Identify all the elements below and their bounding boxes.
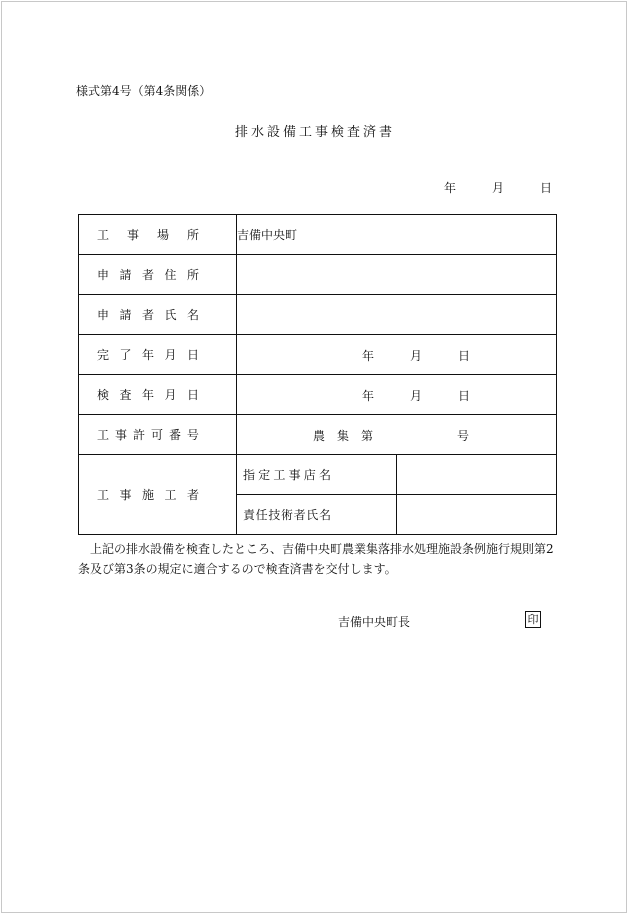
- inspection-month: 月: [410, 389, 423, 403]
- permit-part-3: 第: [361, 429, 374, 443]
- label-char: 了: [119, 348, 132, 362]
- permit-part-1: 農: [313, 429, 326, 443]
- label-applicant-address: [79, 255, 237, 295]
- row-completion-date: [79, 335, 557, 375]
- completion-year: 年: [362, 349, 375, 363]
- document-title: 排水設備工事検査済書: [234, 125, 395, 140]
- inspection-year: 年: [362, 389, 375, 403]
- label-char: 住: [164, 268, 177, 282]
- label-char: 号: [186, 428, 199, 442]
- label-char: 査: [119, 388, 132, 402]
- label-char: 責: [243, 508, 256, 522]
- label-char: 者: [141, 268, 154, 282]
- label-char: 指: [243, 468, 256, 482]
- label-char: 番: [168, 428, 181, 442]
- label-char: 工: [97, 488, 110, 502]
- row-applicant-name: [79, 295, 557, 335]
- label-char: 工: [97, 228, 110, 242]
- label-chief-engineer: [237, 495, 397, 535]
- label-char: 請: [119, 308, 132, 322]
- label-char: 月: [164, 348, 177, 362]
- issuer-name: 吉備中央町長: [338, 615, 411, 629]
- label-char: 完: [97, 348, 110, 362]
- label-char: 工: [273, 468, 286, 482]
- label-char: 事: [119, 488, 132, 502]
- completion-day: 日: [458, 349, 471, 363]
- value-site[interactable]: 吉備中央町: [237, 215, 557, 255]
- permit-part-2: 集: [337, 429, 350, 443]
- label-char: 施: [141, 488, 154, 502]
- label-char: 技: [268, 508, 281, 522]
- row-site: [79, 215, 557, 255]
- issue-date-day: 日: [540, 181, 553, 195]
- label-char: 名: [318, 508, 331, 522]
- label-char: 名: [318, 468, 331, 482]
- label-char: 所: [186, 228, 199, 242]
- label-designated-store: [237, 455, 397, 495]
- label-char: 所: [186, 268, 199, 282]
- label-permit-number: [79, 415, 237, 455]
- label-char: 者: [141, 308, 154, 322]
- label-char: 年: [141, 388, 154, 402]
- label-char: 日: [186, 348, 199, 362]
- completion-month: 月: [410, 349, 423, 363]
- label-inspection-date: [79, 375, 237, 415]
- label-char: 検: [97, 388, 110, 402]
- label-char: 任: [255, 508, 268, 522]
- label-char: 者: [293, 508, 306, 522]
- label-char: 請: [119, 268, 132, 282]
- row-permit-number: [79, 415, 557, 455]
- label-char: 月: [164, 388, 177, 402]
- label-applicant-name: [79, 295, 237, 335]
- value-applicant-address[interactable]: [237, 255, 557, 295]
- value-inspection-date[interactable]: [237, 375, 557, 415]
- label-char: 定: [258, 468, 271, 482]
- value-permit-number[interactable]: [237, 415, 557, 455]
- label-char: 場: [156, 228, 169, 242]
- label-char: 氏: [164, 308, 177, 322]
- form-number: 様式第4号（第4条関係）: [76, 84, 212, 98]
- label-char: 可: [150, 428, 163, 442]
- permit-part-4: 号: [457, 429, 470, 443]
- seal-stamp: 印: [525, 611, 541, 628]
- label-char: 者: [186, 488, 199, 502]
- label-char: 事: [288, 468, 301, 482]
- label-char: 年: [141, 348, 154, 362]
- issue-date-year: 年: [444, 181, 457, 195]
- value-completion-date[interactable]: [237, 335, 557, 375]
- label-char: 申: [97, 268, 110, 282]
- label-char: 申: [97, 308, 110, 322]
- label-char: 許: [132, 428, 145, 442]
- label-char: 名: [186, 308, 199, 322]
- label-char: 事: [114, 428, 127, 442]
- inspection-form-table: [78, 214, 557, 535]
- row-contractor-store: [79, 455, 557, 495]
- label-char: 店: [303, 468, 316, 482]
- label-char: 工: [97, 428, 110, 442]
- label-site: [79, 215, 237, 255]
- value-designated-store[interactable]: [397, 455, 557, 495]
- label-contractor: [79, 455, 237, 535]
- row-inspection-date: [79, 375, 557, 415]
- row-applicant-address: [79, 255, 557, 295]
- label-char: 術: [280, 508, 293, 522]
- label-char: 日: [186, 388, 199, 402]
- statement-text: 上記の排水設備を検査したところ、吉備中央町農業集落排水処理施設条例施行規則第2条及び第3条の規定に適合するので検査済書を交付します。: [78, 542, 554, 576]
- label-char: 工: [164, 488, 177, 502]
- issue-date-month: 月: [492, 181, 505, 195]
- label-completion-date: [79, 335, 237, 375]
- inspection-day: 日: [458, 389, 471, 403]
- label-char: 事: [126, 228, 139, 242]
- value-applicant-name[interactable]: [237, 295, 557, 335]
- value-chief-engineer[interactable]: [397, 495, 557, 535]
- label-char: 氏: [306, 508, 319, 522]
